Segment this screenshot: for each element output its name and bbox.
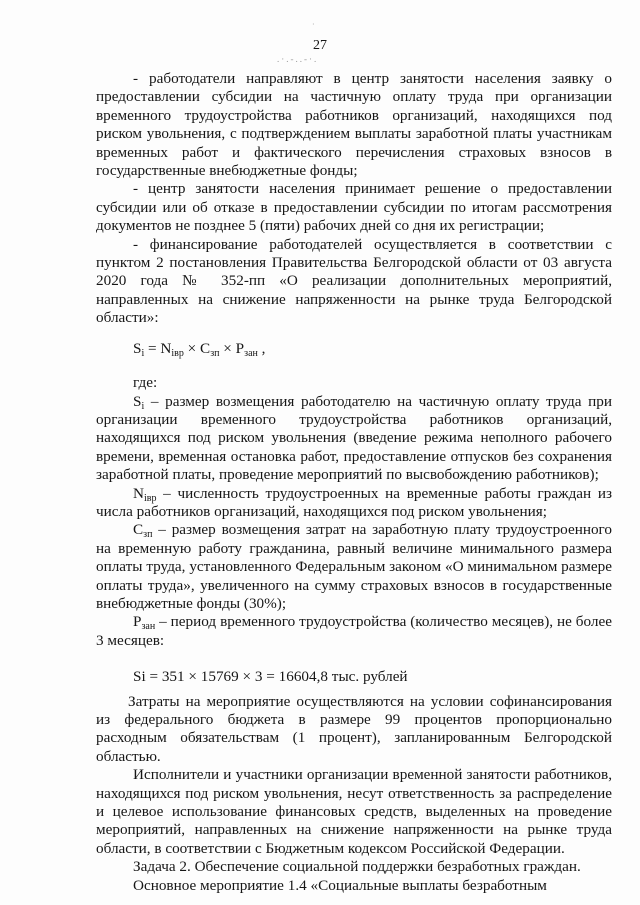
paragraph-responsibility: Исполнители и участники организации временной занятости работников, находящихся под риском увольнения, несут ответственность за распределение и целевое использование финансовых средств, выделенных на проведение мероприятий, направленных на снижение напряженности на рынке труда области, в соответствии с Бюджетным кодексом Российской Федерации. (96, 766, 612, 857)
paragraph-employment-center-decision: - центр занятости населения принимает решение о предоставлении субсидии или об отказе в предоставлении субсидии по итогам рассмотрения документов не позднее 5 (пяти) рабочих дней со дня их регистрации; (96, 180, 612, 235)
scan-artifact-mark: .·.-..-·. (277, 54, 319, 64)
paragraph-main-measure: Основное мероприятие 1.4 «Социальные выплаты безработным (133, 876, 547, 894)
formula-main: $S_i = N_{iвр} \times C_{зп} \times P_{зан}$ , (133, 339, 266, 359)
document-body (96, 70, 612, 895)
formula-calculation: Si = 351 × 15769 × 3 = 16604,8 тыс. рублей (133, 668, 408, 686)
definition-niwr: $N_{iвр}$ – численность трудоустроенных на временные работы граждан из числа работников организаций, находящихся под риском увольнения; (96, 484, 612, 520)
page-number: 27 (313, 38, 327, 53)
paragraph-employers-request: - работодатели направляют в центр занятости населения заявку о предоставлении субсидии на частичную оплату труда при организации временного трудоустройства работников организаций, находящихся под риском увольнения, с подтверждением выплаты заработной платы участникам временных работ и фактического перечисления страховых взносов в государственные внебюджетные фонды; (96, 70, 612, 180)
spacer (96, 650, 612, 662)
definition-czp: $C_{зп}$ – размер возмещения затрат на заработную плату трудоустроенного на временную работу гражданина, равный величине минимального размера оплаты труда, установленного Федеральным законом «О минимальном размере оплаты труда», увеличенного на сумму страховых взносов в государственные внебюджетные фонды (30%); (96, 521, 612, 612)
definition-si: $S_i$ – размер возмещения работодателю на частичную оплату труда при организации временного трудоустройства работников организаций, находящихся под риском увольнения (введение режима неполного рабочего времени, временная остановка работ, предоставление отпусков без сохранения заработной платы, проведение мероприятий по высвобождению работников); (96, 392, 612, 484)
definition-pzan: $P_{зан}$ – период временного трудоустройства (количество месяцев), не более 3 месяцев: (96, 613, 612, 649)
where-label: где: (133, 374, 158, 392)
spacer (96, 358, 612, 374)
paragraph-financing: - финансирование работодателей осуществляется в соответствии с пунктом 2 постановления Правительства Белгородской области от 03 августа 2020 года № 352-пп «О реализации дополнительных мероприятий, направленных на снижение напряженности на рынке труда Белгородской области»: (96, 235, 612, 327)
paragraph-cofinancing: Затраты на мероприятие осуществляются на условии софинансирования из федерального бюджета в размере 99 процентов пропорционально расходным обязательствам (1 процент), запланированным Белгородской областью. (96, 692, 612, 765)
paragraph-task-2: Задача 2. Обеспечение социальной поддержки безработных граждан. (133, 858, 581, 876)
scan-artifact-dot: · (312, 20, 315, 29)
